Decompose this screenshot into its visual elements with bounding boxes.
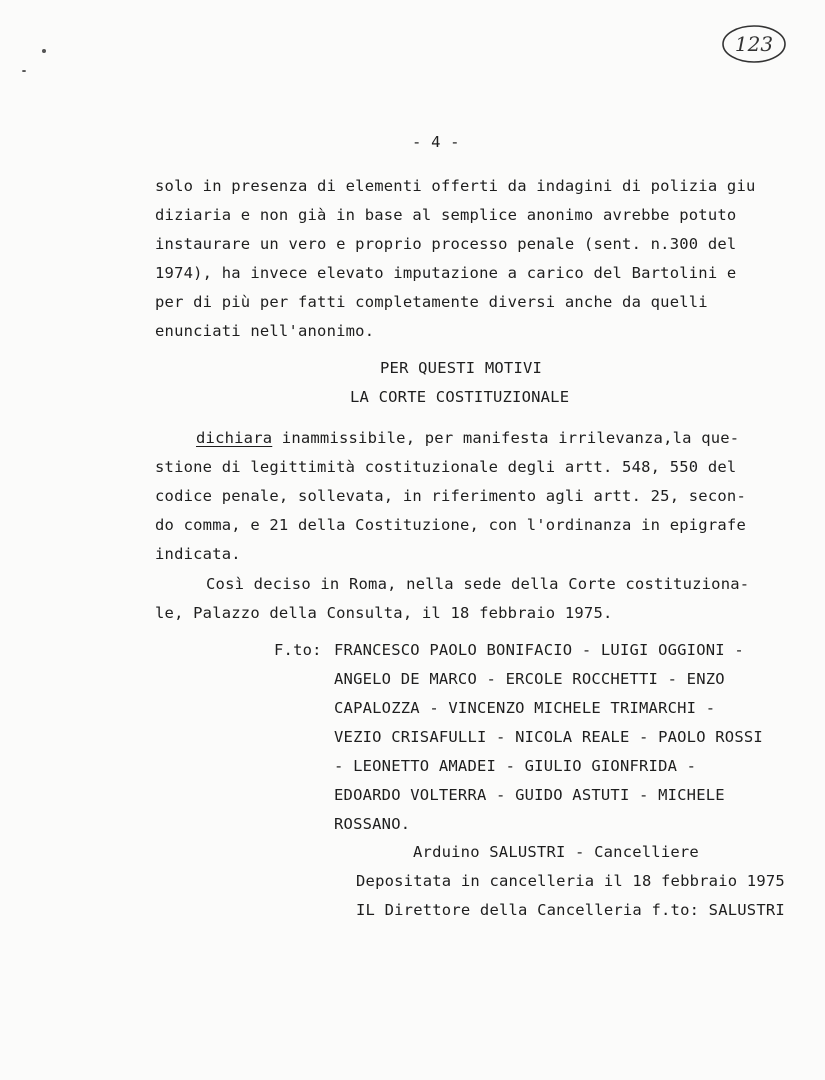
margin-speck (22, 70, 26, 72)
heading-corte: LA CORTE COSTITUZIONALE (350, 388, 570, 406)
body-line: per di più per fatti completamente diversi anche da quelli (155, 293, 708, 311)
body-line: diziaria e non già in base al semplice anonimo avrebbe potuto (155, 206, 737, 224)
signature-line: ANGELO DE MARCO - ERCOLE ROCCHETTI - ENZO (334, 670, 725, 688)
body-line: solo in presenza di elementi offerti da indagini di polizia giu (155, 177, 756, 195)
decision-line: indicata. (155, 545, 241, 563)
body-line: enunciati nell'anonimo. (155, 322, 375, 340)
closing-line: Così deciso in Roma, nella sede della Corte costituziona- (206, 575, 750, 593)
clerk-line: Arduino SALUSTRI - Cancelliere (413, 843, 699, 861)
decision-line: stione di legittimità costituzionale degli artt. 548, 550 del (155, 458, 737, 476)
deposit-line: Depositata in cancelleria il 18 febbraio 1975 (356, 872, 785, 890)
decision-first-line (196, 428, 739, 448)
signature-line: VEZIO CRISAFULLI - NICOLA REALE - PAOLO ROSSI (334, 728, 763, 746)
signature-prefix: F.to: (274, 641, 322, 659)
handwritten-page-stamp (720, 22, 788, 66)
decision-line: do comma, e 21 della Costituzione, con l'ordinanza in epigrafe (155, 516, 746, 534)
signature-line: ROSSANO. (334, 815, 411, 833)
decision-keyword: dichiara (196, 429, 273, 447)
page-number: - 4 - (412, 133, 460, 151)
decision-first-line-rest: inammissibile, per manifesta irrilevanza,la que- (272, 429, 740, 447)
stamp-circle (720, 22, 788, 66)
margin-speck (42, 49, 46, 53)
signature-line: - LEONETTO AMADEI - GIULIO GIONFRIDA - (334, 757, 697, 775)
body-line: instaurare un vero e proprio processo penale (sent. n.300 del (155, 235, 737, 253)
decision-line: codice penale, sollevata, in riferimento agli artt. 25, secon- (155, 487, 746, 505)
body-line: 1974), ha invece elevato imputazione a carico del Bartolini e (155, 264, 737, 282)
signature-line: FRANCESCO PAOLO BONIFACIO - LUIGI OGGIONI - (334, 641, 744, 659)
signature-line: CAPALOZZA - VINCENZO MICHELE TRIMARCHI - (334, 699, 716, 717)
closing-line: le, Palazzo della Consulta, il 18 febbraio 1975. (155, 604, 613, 622)
signature-line: EDOARDO VOLTERRA - GUIDO ASTUTI - MICHELE (334, 786, 725, 804)
director-line: IL Direttore della Cancelleria f.to: SALUSTRI (356, 901, 785, 919)
heading-motivi: PER QUESTI MOTIVI (380, 359, 543, 377)
stamp-number: 123 (734, 32, 774, 56)
